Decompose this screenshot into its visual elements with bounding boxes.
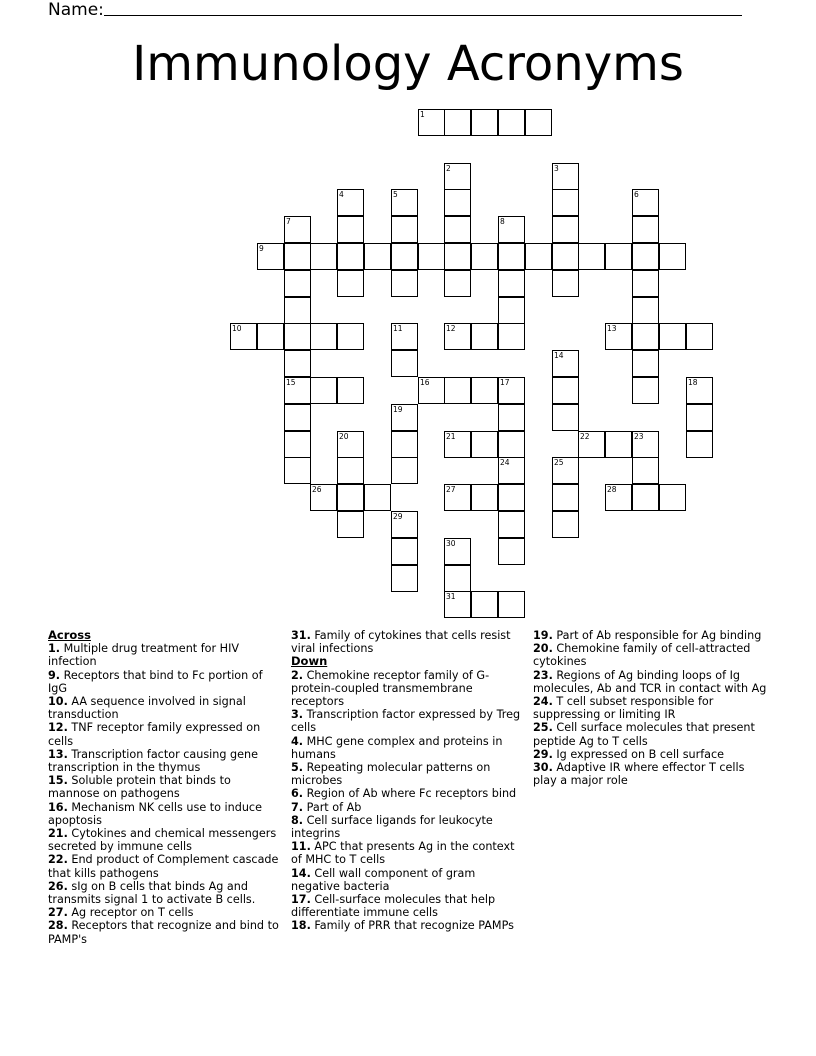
- clue-item: [48, 695, 282, 721]
- clue-number: 14.: [291, 866, 311, 880]
- clue-item: [48, 853, 282, 879]
- grid-cell[interactable]: [444, 377, 471, 404]
- grid-cell[interactable]: [337, 243, 364, 270]
- grid-cell[interactable]: [284, 270, 311, 297]
- grid-cell[interactable]: [310, 323, 337, 350]
- grid-cell[interactable]: [498, 377, 525, 404]
- clue-item: [533, 695, 767, 721]
- grid-cell[interactable]: [605, 431, 632, 458]
- grid-cell[interactable]: [659, 484, 686, 511]
- clue-text: Cell wall component of gram negative bacteria: [291, 866, 476, 893]
- clue-text: Family of cytokines that cells resist viral infections: [291, 629, 511, 656]
- grid-cell[interactable]: [552, 511, 579, 538]
- clue-number: 23: [634, 432, 644, 441]
- grid-cell[interactable]: [337, 511, 364, 538]
- grid-cell[interactable]: [552, 457, 579, 484]
- grid-cell[interactable]: [525, 109, 552, 136]
- clue-text: AA sequence involved in signal transduction: [48, 695, 246, 722]
- grid-cell[interactable]: [337, 431, 364, 458]
- clue-item: [291, 735, 525, 761]
- grid-cell[interactable]: [552, 404, 579, 431]
- grid-cell[interactable]: [391, 216, 418, 243]
- grid-cell[interactable]: [391, 431, 418, 458]
- grid-cell[interactable]: [498, 109, 525, 136]
- clue-item: [291, 761, 525, 787]
- clue-number: 21: [446, 432, 456, 441]
- clue-text: TNF receptor family expressed on cells: [48, 721, 261, 748]
- grid-cell[interactable]: [471, 484, 498, 511]
- grid-cell[interactable]: [284, 404, 311, 431]
- grid-cell[interactable]: [578, 431, 605, 458]
- grid-cell[interactable]: [498, 591, 525, 618]
- clue-item: [533, 629, 767, 642]
- grid-cell[interactable]: [444, 189, 471, 216]
- down-clue-list-continued: [533, 629, 767, 787]
- grid-cell[interactable]: [284, 323, 311, 350]
- clue-text: sIg on B cells that binds Ag and transmits signal 1 to activate B cells.: [48, 879, 256, 907]
- clue-number: 16.: [48, 800, 68, 814]
- clue-number: 1: [420, 110, 425, 119]
- grid-cell[interactable]: [605, 243, 632, 270]
- clue-text: Transcription factor expressed by Treg cells: [291, 708, 521, 735]
- grid-cell[interactable]: [552, 243, 579, 270]
- clue-number: 13.: [48, 747, 68, 761]
- grid-cell[interactable]: [632, 297, 659, 324]
- grid-cell[interactable]: [391, 323, 418, 350]
- clue-item: [48, 748, 282, 774]
- grid-cell[interactable]: [337, 216, 364, 243]
- grid-cell[interactable]: [337, 377, 364, 404]
- clue-number: 29.: [533, 747, 553, 761]
- grid-cell[interactable]: [364, 484, 391, 511]
- grid-cell[interactable]: [284, 431, 311, 458]
- grid-cell[interactable]: [391, 457, 418, 484]
- grid-cell[interactable]: [471, 323, 498, 350]
- grid-cell[interactable]: [632, 431, 659, 458]
- grid-cell[interactable]: [418, 109, 445, 136]
- grid-cell[interactable]: [578, 243, 605, 270]
- grid-cell[interactable]: [471, 431, 498, 458]
- clue-number: 5.: [291, 761, 304, 775]
- clue-number: 10.: [48, 695, 68, 709]
- grid-cell[interactable]: [525, 243, 552, 270]
- grid-cell[interactable]: [632, 457, 659, 484]
- grid-cell[interactable]: [391, 350, 418, 377]
- clue-number: 25: [554, 458, 564, 467]
- grid-cell[interactable]: [552, 484, 579, 511]
- clue-text: T cell subset responsible for suppressing or limiting IR: [533, 695, 714, 722]
- clues-column-2: [291, 629, 525, 933]
- grid-cell[interactable]: [391, 511, 418, 538]
- grid-cell[interactable]: [284, 457, 311, 484]
- grid-cell[interactable]: [552, 163, 579, 190]
- clue-number: 2: [446, 164, 451, 173]
- clue-number: 9: [259, 244, 264, 253]
- clue-text: Chemokine receptor family of G-protein-coupled transmembrane receptors: [291, 668, 490, 709]
- grid-cell[interactable]: [391, 404, 418, 431]
- clue-number: 8: [500, 217, 505, 226]
- clue-number: 30: [446, 539, 456, 548]
- clue-number: 5: [393, 190, 398, 199]
- clue-item: [48, 801, 282, 827]
- clue-item: [48, 827, 282, 853]
- clue-text: Ig expressed on B cell surface: [552, 747, 725, 761]
- grid-cell[interactable]: [686, 377, 713, 404]
- clue-text: MHC gene complex and proteins in humans: [291, 734, 503, 761]
- grid-cell[interactable]: [391, 270, 418, 297]
- grid-cell[interactable]: [444, 243, 471, 270]
- clue-number: 11: [393, 324, 403, 333]
- grid-cell[interactable]: [605, 484, 632, 511]
- clue-text: Part of Ab: [303, 800, 362, 814]
- grid-cell[interactable]: [418, 377, 445, 404]
- clue-number: 15.: [48, 774, 68, 788]
- clue-number: 24: [500, 458, 510, 467]
- grid-cell[interactable]: [498, 270, 525, 297]
- clue-number: 20.: [533, 642, 553, 656]
- grid-cell[interactable]: [498, 511, 525, 538]
- clue-number: 25.: [533, 721, 553, 735]
- down-clue-list: [291, 669, 525, 933]
- grid-cell[interactable]: [471, 109, 498, 136]
- grid-cell[interactable]: [552, 270, 579, 297]
- clue-number: 1.: [48, 642, 61, 656]
- clue-item: [533, 642, 767, 668]
- clue-number: 15: [286, 378, 296, 387]
- clue-text: Mechanism NK cells use to induce apoptosis: [48, 800, 262, 827]
- clue-number: 31: [446, 592, 456, 601]
- clue-number: 4: [339, 190, 344, 199]
- grid-cell[interactable]: [498, 243, 525, 270]
- clue-text: Region of Ab where Fc receptors bind: [303, 787, 517, 801]
- clue-text: Ag receptor on T cells: [67, 906, 194, 920]
- grid-cell[interactable]: [605, 323, 632, 350]
- grid-cell[interactable]: [471, 591, 498, 618]
- clue-item: [533, 721, 767, 747]
- grid-cell[interactable]: [498, 404, 525, 431]
- grid-cell[interactable]: [552, 350, 579, 377]
- grid-cell[interactable]: [632, 484, 659, 511]
- grid-cell[interactable]: [444, 431, 471, 458]
- clue-number: 22: [580, 432, 590, 441]
- grid-cell[interactable]: [337, 457, 364, 484]
- clue-text: Part of Ab responsible for Ag binding: [552, 629, 762, 642]
- clue-item: [291, 801, 525, 814]
- clue-text: Multiple drug treatment for HIV infection: [48, 642, 240, 669]
- grid-cell[interactable]: [444, 484, 471, 511]
- grid-cell[interactable]: [257, 323, 284, 350]
- grid-cell[interactable]: [552, 377, 579, 404]
- grid-cell[interactable]: [552, 189, 579, 216]
- clue-text: Soluble protein that binds to mannose on pathogens: [48, 774, 231, 801]
- clue-item: [291, 893, 525, 919]
- grid-cell[interactable]: [230, 323, 257, 350]
- grid-cell[interactable]: [632, 243, 659, 270]
- clue-number: 20: [339, 432, 349, 441]
- grid-cell[interactable]: [284, 216, 311, 243]
- across-clue-list: [48, 642, 282, 946]
- down-heading: Down: [291, 654, 328, 669]
- clue-number: 24.: [533, 695, 553, 709]
- clue-number: 3: [554, 164, 559, 173]
- grid-cell[interactable]: [632, 323, 659, 350]
- clue-text: Receptors that bind to Fc portion of IgG: [48, 668, 263, 695]
- clue-item: [291, 814, 525, 840]
- clue-item: [533, 748, 767, 761]
- clue-item: [48, 721, 282, 747]
- grid-cell[interactable]: [498, 297, 525, 324]
- grid-cell[interactable]: [310, 243, 337, 270]
- clue-number: 11.: [291, 840, 311, 854]
- grid-cell[interactable]: [310, 484, 337, 511]
- grid-cell[interactable]: [284, 243, 311, 270]
- clue-item: [48, 880, 282, 906]
- clue-item: [533, 761, 767, 787]
- grid-cell[interactable]: [686, 404, 713, 431]
- grid-cell[interactable]: [284, 297, 311, 324]
- grid-cell[interactable]: [632, 189, 659, 216]
- grid-cell[interactable]: [284, 377, 311, 404]
- clue-item: [533, 669, 767, 695]
- clue-number: 7: [286, 217, 291, 226]
- clue-number: 22.: [48, 853, 68, 867]
- clue-item: [291, 669, 525, 709]
- clue-item: [291, 840, 525, 866]
- grid-cell[interactable]: [498, 216, 525, 243]
- clue-number: 12: [446, 324, 456, 333]
- grid-cell[interactable]: [444, 565, 471, 592]
- clue-item: [291, 708, 525, 734]
- clue-text: Cell surface ligands for leukocyte integrins: [291, 813, 493, 841]
- clue-text: Regions of Ag binding loops of Ig molecules, Ab and TCR in contact with Ag: [533, 668, 767, 695]
- clue-number: 4.: [291, 734, 304, 748]
- clue-number: 6: [634, 190, 639, 199]
- grid-cell[interactable]: [632, 270, 659, 297]
- clue-number: 18.: [291, 919, 311, 933]
- clue-item: [291, 629, 525, 655]
- clue-number: 26: [312, 485, 322, 494]
- clue-item: [291, 787, 525, 800]
- grid-cell[interactable]: [659, 243, 686, 270]
- grid-cell[interactable]: [632, 216, 659, 243]
- clue-number: 27: [446, 485, 456, 494]
- clue-text: Cytokines and chemical messengers secreted by immune cells: [48, 827, 277, 854]
- clue-text: Cell-surface molecules that help differentiate immune cells: [291, 893, 496, 920]
- page-title: Immunology Acronyms: [132, 36, 684, 92]
- clue-text: Receptors that recognize and bind to PAMP's: [48, 919, 279, 946]
- grid-cell[interactable]: [337, 189, 364, 216]
- clue-number: 23.: [533, 668, 553, 682]
- grid-cell[interactable]: [498, 323, 525, 350]
- grid-cell[interactable]: [444, 591, 471, 618]
- across-clue-list-continued: [291, 629, 525, 655]
- clue-number: 26.: [48, 879, 68, 893]
- clue-number: 27.: [48, 906, 68, 920]
- grid-cell[interactable]: [337, 270, 364, 297]
- grid-cell[interactable]: [471, 377, 498, 404]
- clue-number: 17.: [291, 893, 311, 907]
- clue-number: 10: [232, 324, 242, 333]
- clue-number: 21.: [48, 827, 68, 841]
- grid-cell[interactable]: [444, 109, 471, 136]
- grid-cell[interactable]: [364, 243, 391, 270]
- grid-cell[interactable]: [391, 538, 418, 565]
- clue-item: [291, 919, 525, 932]
- clue-item: [48, 642, 282, 668]
- grid-cell[interactable]: [498, 431, 525, 458]
- clue-text: Adaptive IR where effector T cells play a major role: [533, 761, 745, 788]
- grid-cell[interactable]: [659, 323, 686, 350]
- grid-cell[interactable]: [418, 243, 445, 270]
- clue-item: [291, 867, 525, 893]
- clue-text: APC that presents Ag in the context of MHC to T cells: [291, 840, 515, 867]
- clue-number: 6.: [291, 787, 304, 801]
- clue-item: [48, 906, 282, 919]
- grid-cell[interactable]: [632, 350, 659, 377]
- grid-cell[interactable]: [444, 270, 471, 297]
- grid-cell[interactable]: [498, 457, 525, 484]
- grid-cell[interactable]: [337, 484, 364, 511]
- clue-number: 19.: [533, 629, 553, 642]
- grid-cell[interactable]: [498, 484, 525, 511]
- clue-number: 30.: [533, 761, 553, 775]
- clue-text: Chemokine family of cell-attracted cytokines: [533, 642, 751, 669]
- grid-cell[interactable]: [686, 431, 713, 458]
- grid-cell[interactable]: [444, 163, 471, 190]
- clue-item: [48, 774, 282, 800]
- clue-number: 18: [688, 378, 698, 387]
- clue-number: 2.: [291, 668, 304, 682]
- clue-number: 19: [393, 405, 403, 414]
- clue-number: 13: [607, 324, 617, 333]
- clue-number: 29: [393, 512, 403, 521]
- name-label: Name:: [48, 0, 104, 20]
- grid-cell[interactable]: [391, 565, 418, 592]
- grid-cell[interactable]: [337, 323, 364, 350]
- clue-item: [48, 919, 282, 945]
- clue-number: 16: [420, 378, 430, 387]
- clue-item: [48, 669, 282, 695]
- clue-text: Cell surface molecules that present peptide Ag to T cells: [533, 721, 755, 748]
- clue-text: End product of Complement cascade that kills pathogens: [48, 853, 279, 880]
- clue-text: Transcription factor causing gene transcription in the thymus: [48, 747, 258, 775]
- clue-number: 3.: [291, 708, 304, 722]
- grid-cell[interactable]: [444, 538, 471, 565]
- grid-cell[interactable]: [552, 216, 579, 243]
- grid-cell[interactable]: [686, 323, 713, 350]
- clue-number: 28: [607, 485, 617, 494]
- grid-cell[interactable]: [391, 243, 418, 270]
- clue-number: 8.: [291, 813, 304, 827]
- clues-column-1: [48, 629, 282, 946]
- grid-cell[interactable]: [284, 350, 311, 377]
- grid-cell[interactable]: [498, 538, 525, 565]
- grid-cell[interactable]: [310, 377, 337, 404]
- grid-cell[interactable]: [444, 323, 471, 350]
- clue-number: 12.: [48, 721, 68, 735]
- clue-text: Family of PRR that recognize PAMPs: [310, 919, 514, 933]
- across-heading: Across: [48, 628, 91, 642]
- grid-cell[interactable]: [391, 189, 418, 216]
- clue-number: 17: [500, 378, 510, 387]
- clue-text: Repeating molecular patterns on microbes: [291, 761, 491, 788]
- clues-column-3: [533, 629, 767, 787]
- clue-number: 28.: [48, 919, 68, 933]
- grid-cell[interactable]: [471, 243, 498, 270]
- grid-cell[interactable]: [632, 377, 659, 404]
- clue-number: 14: [554, 351, 564, 360]
- clue-number: 31.: [291, 629, 311, 642]
- clue-number: 7.: [291, 800, 304, 814]
- grid-cell[interactable]: [257, 243, 284, 270]
- clue-number: 9.: [48, 668, 61, 682]
- grid-cell[interactable]: [444, 216, 471, 243]
